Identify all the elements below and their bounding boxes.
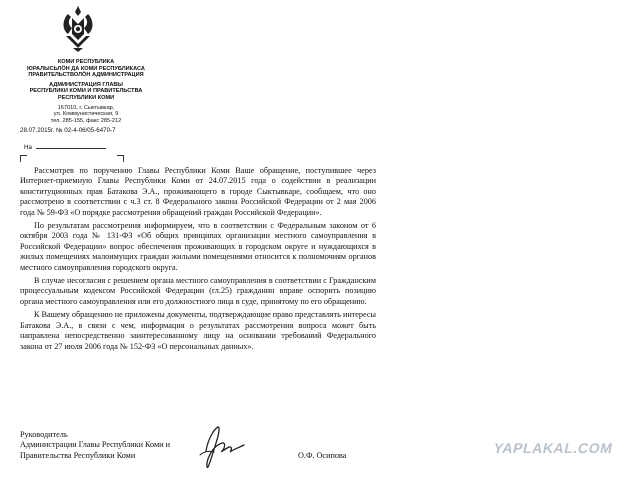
reference-blank — [36, 142, 106, 149]
watermark: YAPLAKAL.COM — [492, 440, 615, 456]
republic-name-komi-2: ПРАВИТЕЛЬСТВОЛÖН АДМИНИСТРАЦИЯ — [28, 72, 144, 79]
republic-name-komi: ЮРАЛЫСЬЛÖН ДА КОМИ РЕСПУБЛИКАСА — [27, 65, 145, 72]
address-line-3: тел. 285-155, факс 285-212 — [50, 117, 122, 124]
signatory-title-line-1: Руководитель — [20, 430, 68, 439]
reference-label: На — [24, 144, 32, 151]
signatory-title-line-2: Администрации Главы Республики Коми и — [20, 440, 170, 450]
paragraph-4: К Вашему обращению не приложены документы, подтверждающие право представлять интересы Батакова Э.А., в связи с чем, информация о результатах рассмотрения вопроса может быть направлена непосредственно заинтересованному лицу на основании требований Федерального закона от 27 июля 2006 года № 152-ФЗ «О персональных данных». — [20, 310, 376, 351]
admin-name-line-1: АДМИНИСТРАЦИЯ ГЛАВЫ — [49, 81, 123, 88]
address-corner-right — [117, 155, 124, 162]
reference-line — [24, 142, 106, 151]
address-line-2: ул. Коммунистическая, 9 — [53, 111, 119, 118]
paragraph-1: Рассмотрев по поручению Главы Республики Коми Ваше обращение, поступившее через Интернет-приемную Главы Республики Коми от 24.07.2015 года о содействии в реализации конституционных прав Батакова Э.А., проживающего в городе Сыктывкаре, сообщаем, что оно рассмотрено в соответствии с ч.3 ст. 8 Федерального закона Российской Федерации от 2 мая 2006 года № 59-ФЗ «О порядке рассмотрения обращений граждан Российской Федерации». — [20, 166, 376, 217]
registration-number: 28.07.2015г. № 02-4-06/05-6470-7 — [20, 127, 116, 134]
handwritten-signature — [192, 421, 248, 471]
signatory-title-line-3: Правительства Республики Коми — [20, 450, 136, 460]
signatory-title — [20, 430, 190, 461]
paragraph-3: В случае несогласия с решением органа местного самоуправления в соответствии с Гражданским процессуальным кодексом Российской Федерации (гл.25) гражданин вправе оспорить позицию органа местного самоуправления или его должностного лица в суде, принятому по его обращению. — [20, 276, 376, 306]
address-corner-left — [20, 155, 27, 162]
letter-body — [20, 166, 376, 355]
address-line-1: 167010, г. Сыктывкар, — [57, 104, 115, 111]
republic-name-ru: КОМИ РЕСПУБЛИКА — [57, 59, 115, 65]
admin-name-line-2: РЕСПУБЛИКИ КОМИ И ПРАВИТЕЛЬСТВА — [29, 88, 143, 95]
letterhead — [20, 59, 152, 124]
signatory-name: О.Ф. Осипова — [298, 451, 347, 460]
komi-republic-emblem — [58, 4, 98, 54]
admin-name-line-3: РЕСПУБЛИКИ КОМИ — [57, 94, 115, 101]
paragraph-2: По результатам рассмотрения информируем, что в соответствии с Федеральным законом от 6 октября 2003 года № 131-ФЗ «Об общих принципах организации местного самоуправления в Российской Федерации» вопрос обеспечения проживающих в городском округе и нуждающихся в жилых помещениях малоимущих граждан жилыми помещениями относится к полномочиям органов местного самоуправления городского округа. — [20, 221, 376, 272]
